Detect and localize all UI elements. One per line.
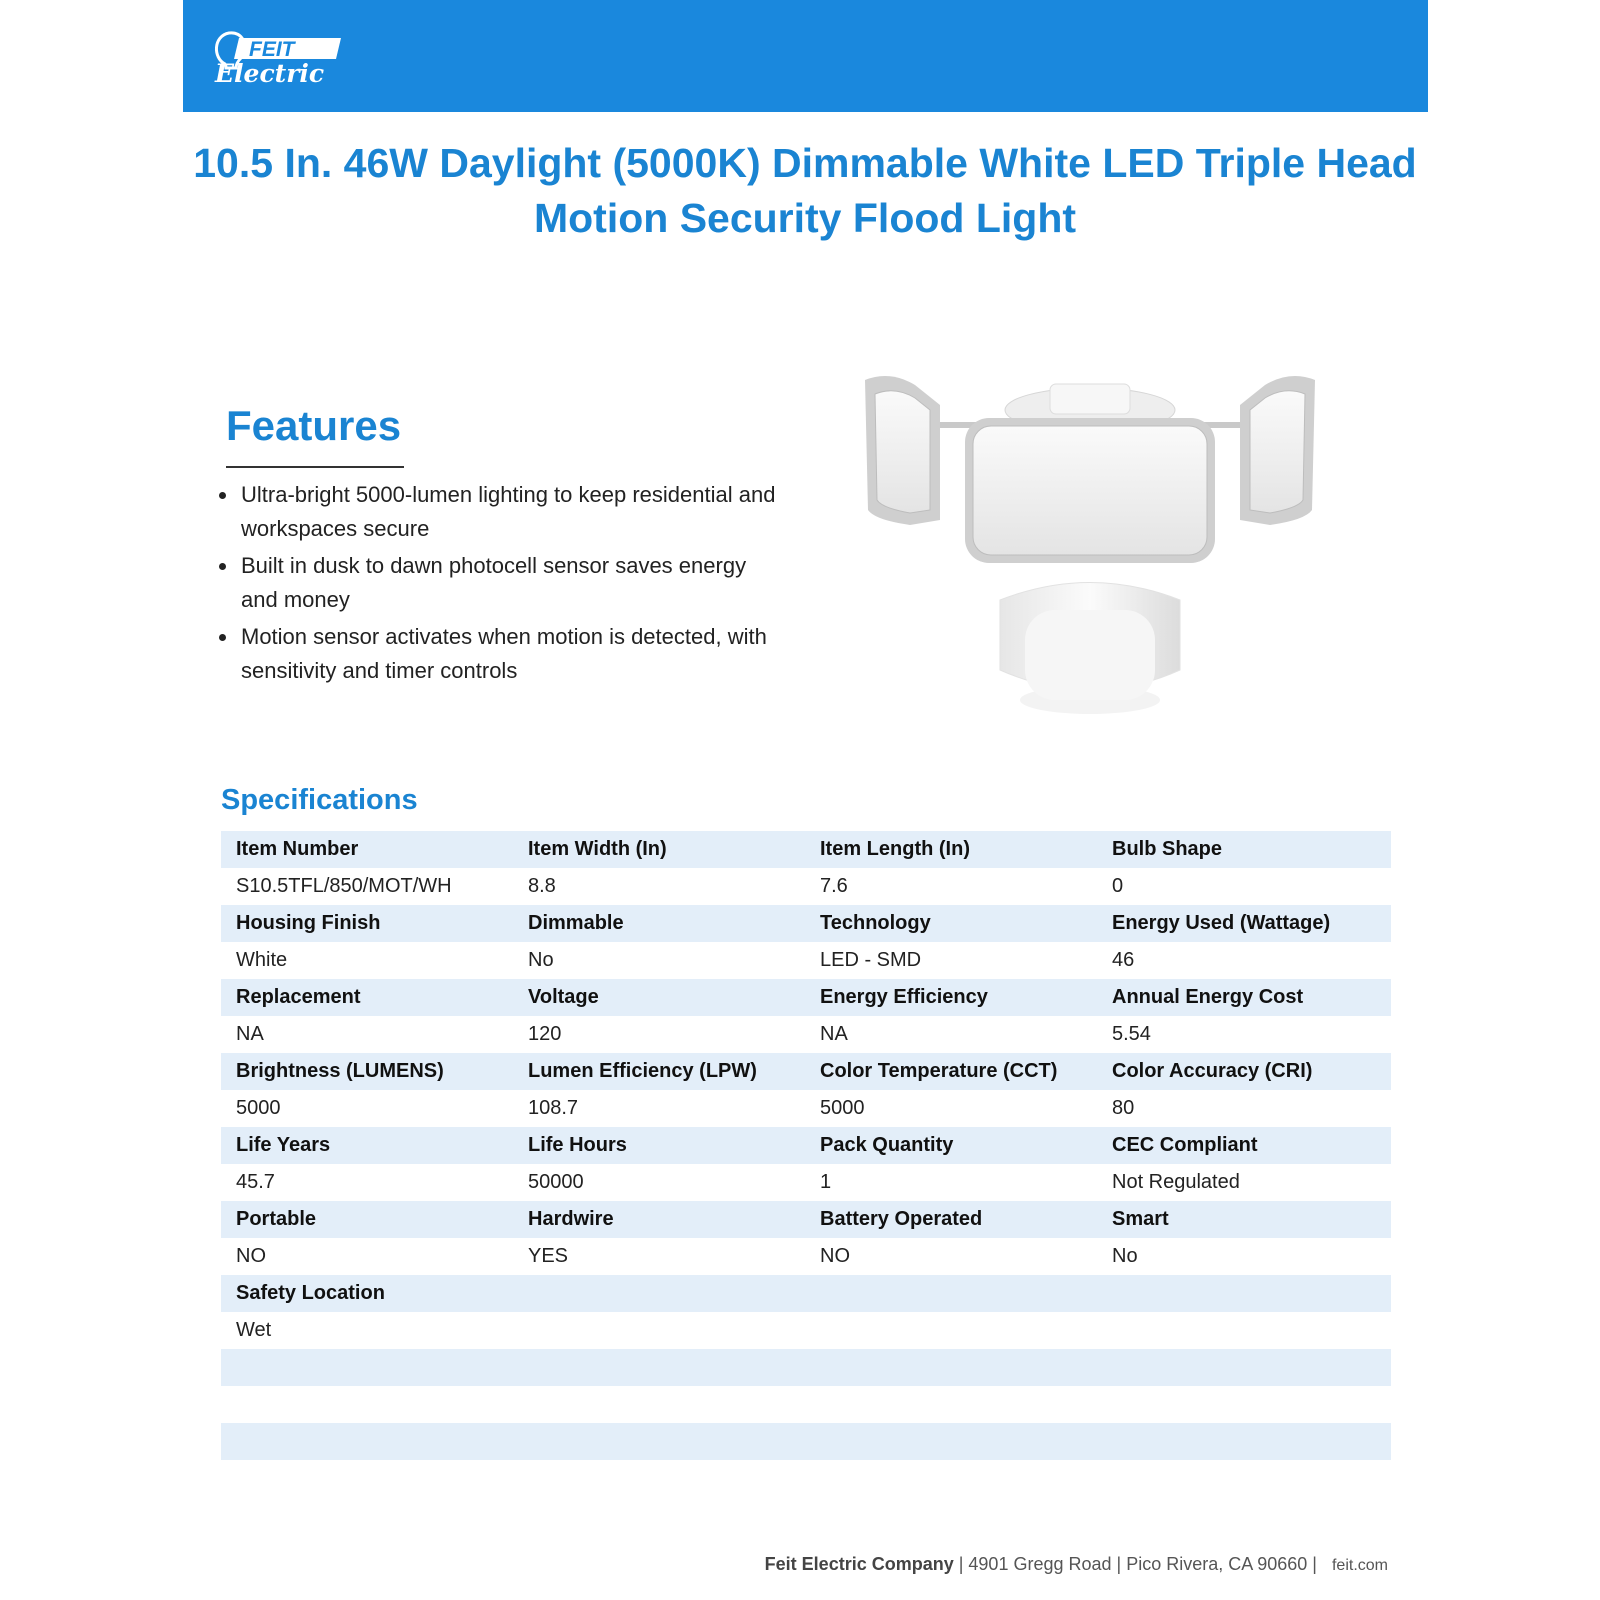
- spec-label: Technology: [805, 905, 1097, 942]
- spec-value: [1097, 1312, 1391, 1349]
- spec-value: [805, 1312, 1097, 1349]
- spec-value: [221, 1386, 513, 1423]
- spec-value: Not Regulated: [1097, 1164, 1391, 1201]
- spec-value-row-empty: [221, 1386, 1391, 1423]
- spec-label: Life Hours: [513, 1127, 805, 1164]
- spec-value: 1: [805, 1164, 1097, 1201]
- spec-label: Color Temperature (CCT): [805, 1053, 1097, 1090]
- spec-label: Item Number: [221, 831, 513, 868]
- specifications-table: [221, 831, 1391, 1460]
- spec-value: Wet: [221, 1312, 513, 1349]
- spec-label: Item Width (In): [513, 831, 805, 868]
- spec-value: 50000: [513, 1164, 805, 1201]
- spec-value: 5.54: [1097, 1016, 1391, 1053]
- spec-value: NO: [221, 1238, 513, 1275]
- spec-value: No: [513, 942, 805, 979]
- logo-text-electric: Electric: [215, 59, 325, 88]
- page-title: 10.5 In. 46W Daylight (5000K) Dimmable White LED Triple Head Motion Security Flood Light: [193, 140, 1417, 241]
- logo-text-feit: FEIT: [249, 38, 295, 61]
- spec-value: 5000: [805, 1090, 1097, 1127]
- product-image-flood-light: [860, 370, 1320, 730]
- spec-label-row: [221, 1127, 1391, 1164]
- spec-value: LED - SMD: [805, 942, 1097, 979]
- spec-label: [513, 1349, 805, 1386]
- spec-value-row: [221, 868, 1391, 905]
- page-footer: [765, 1554, 1388, 1575]
- spec-label: Dimmable: [513, 905, 805, 942]
- spec-label-row: [221, 1275, 1391, 1312]
- spec-label: Annual Energy Cost: [1097, 979, 1391, 1016]
- spec-label: [805, 1423, 1097, 1460]
- spec-label: Safety Location: [221, 1275, 513, 1312]
- spec-label: Item Length (In): [805, 831, 1097, 868]
- spec-label-row: [221, 1053, 1391, 1090]
- footer-company: Feit Electric Company: [764, 1554, 954, 1574]
- spec-label: Pack Quantity: [805, 1127, 1097, 1164]
- spec-label: [221, 1423, 513, 1460]
- spec-value: 80: [1097, 1090, 1391, 1127]
- brand-header-bar: [183, 0, 1428, 112]
- spec-label: Bulb Shape: [1097, 831, 1391, 868]
- spec-label-row: [221, 831, 1391, 868]
- feit-electric-logo: [209, 28, 349, 88]
- spec-label: [1097, 1349, 1391, 1386]
- spec-value: 7.6: [805, 868, 1097, 905]
- spec-label: Color Accuracy (CRI): [1097, 1053, 1391, 1090]
- spec-label: [1097, 1423, 1391, 1460]
- spec-label: Voltage: [513, 979, 805, 1016]
- features-list: [220, 478, 779, 691]
- spec-value: 0: [1097, 868, 1391, 905]
- footer-address: | 4901 Gregg Road | Pico Rivera, CA 90660 |: [953, 1554, 1322, 1574]
- spec-value: YES: [513, 1238, 805, 1275]
- spec-value: White: [221, 942, 513, 979]
- spec-value: NA: [805, 1016, 1097, 1053]
- features-heading: Features: [226, 402, 402, 449]
- spec-label: Smart: [1097, 1201, 1391, 1238]
- feature-item: • Motion sensor activates when motion is detected, with sensitivity and timer controls: [239, 620, 779, 688]
- features-divider: [226, 466, 404, 468]
- spec-value: No: [1097, 1238, 1391, 1275]
- spec-label-row-empty: [221, 1423, 1391, 1460]
- spec-value: 8.8: [513, 868, 805, 905]
- spec-value: [1097, 1386, 1391, 1423]
- spec-value: [513, 1312, 805, 1349]
- spec-label-row: [221, 1201, 1391, 1238]
- spec-label: Energy Efficiency: [805, 979, 1097, 1016]
- spec-label: [513, 1275, 805, 1312]
- spec-label: Brightness (LUMENS): [221, 1053, 513, 1090]
- spec-label: CEC Compliant: [1097, 1127, 1391, 1164]
- spec-label: Battery Operated: [805, 1201, 1097, 1238]
- spec-value: NO: [805, 1238, 1097, 1275]
- spec-label: Portable: [221, 1201, 513, 1238]
- spec-value: [513, 1386, 805, 1423]
- spec-value: 120: [513, 1016, 805, 1053]
- spec-value-row: [221, 1312, 1391, 1349]
- spec-value-row: [221, 942, 1391, 979]
- spec-label: Energy Used (Wattage): [1097, 905, 1391, 942]
- spec-label: Hardwire: [513, 1201, 805, 1238]
- spec-label: [805, 1349, 1097, 1386]
- specifications-heading: Specifications: [221, 784, 418, 816]
- spec-value-row: [221, 1090, 1391, 1127]
- footer-website-link[interactable]: feit.com: [1331, 1557, 1388, 1574]
- spec-value: 45.7: [221, 1164, 513, 1201]
- spec-label: Life Years: [221, 1127, 513, 1164]
- spec-label: Lumen Efficiency (LPW): [513, 1053, 805, 1090]
- spec-label: [805, 1275, 1097, 1312]
- spec-label-row: [221, 979, 1391, 1016]
- spec-label: [221, 1349, 513, 1386]
- spec-label: Housing Finish: [221, 905, 513, 942]
- spec-value: [805, 1386, 1097, 1423]
- spec-value: 46: [1097, 942, 1391, 979]
- spec-value-row: [221, 1164, 1391, 1201]
- spec-label: Replacement: [221, 979, 513, 1016]
- spec-value: 5000: [221, 1090, 513, 1127]
- spec-value-row: [221, 1016, 1391, 1053]
- spec-value: NA: [221, 1016, 513, 1053]
- spec-label: [513, 1423, 805, 1460]
- spec-value-row: [221, 1238, 1391, 1275]
- feature-item: • Built in dusk to dawn photocell sensor saves energy and money: [239, 549, 779, 617]
- feature-item: • Ultra-bright 5000-lumen lighting to keep residential and workspaces secure: [239, 478, 779, 546]
- spec-label-row-empty: [221, 1349, 1391, 1386]
- spec-label-row: [221, 905, 1391, 942]
- item-number-link[interactable]: S10.5TFL/850/MOT/WH: [221, 868, 513, 905]
- spec-label: [1097, 1275, 1391, 1312]
- spec-value: 108.7: [513, 1090, 805, 1127]
